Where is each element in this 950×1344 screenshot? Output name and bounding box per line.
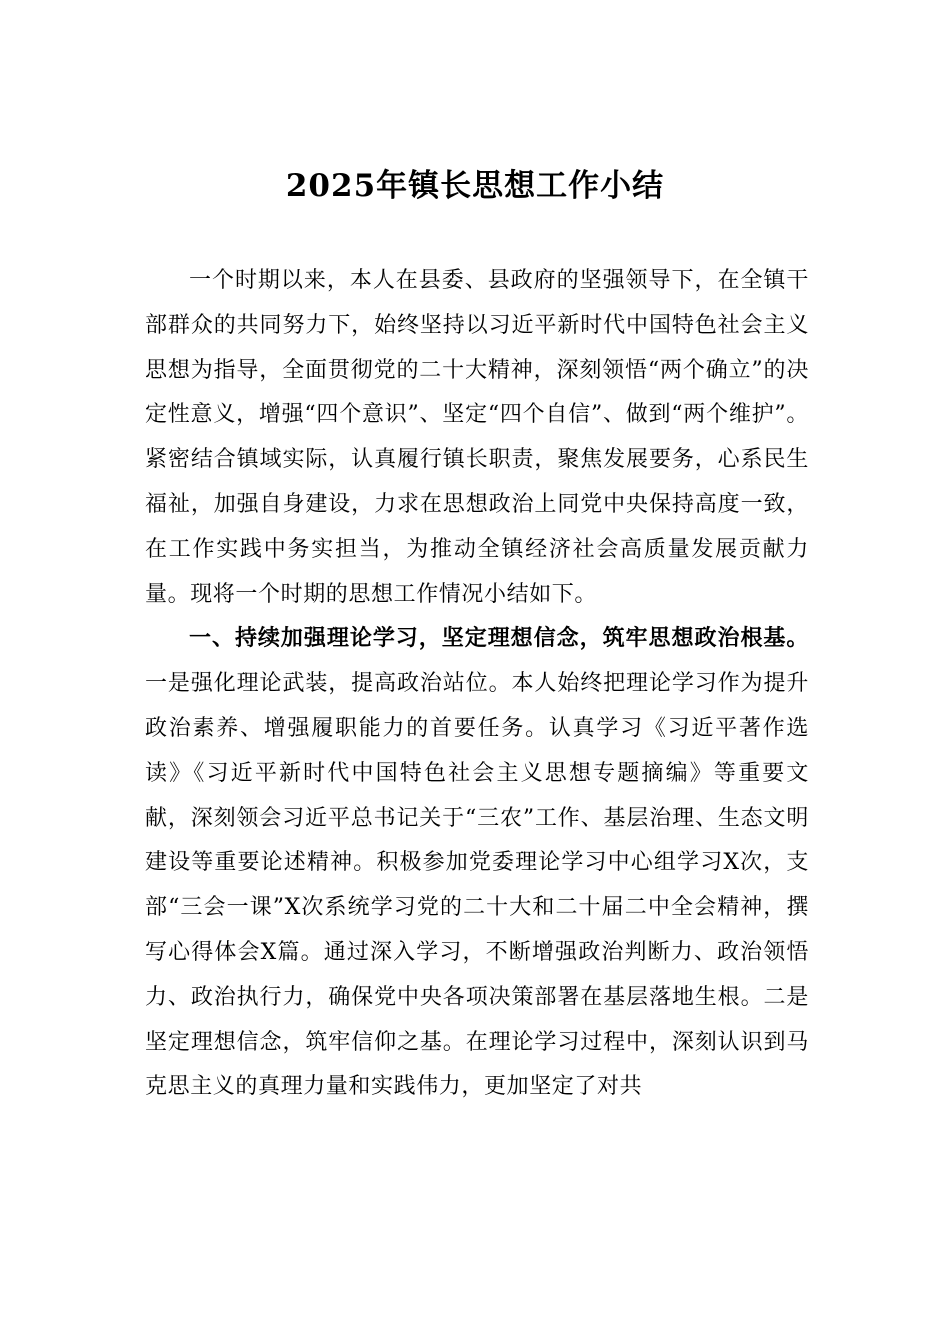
section-1-heading: 一、持续加强理论学习，坚定理想信念，筑牢思想政治根基。 bbox=[189, 626, 809, 652]
intro-paragraph: 一个时期以来，本人在县委、县政府的坚强领导下，在全镇干部群众的共同努力下，始终坚持以习近平新时代中国特色社会主义思想为指导，全面贯彻党的二十大精神，深刻领悟“两个确立”的决定性意义，增强“四个意识”、坚定“四个自信”、做到“两个维护”。紧密结合镇域实际，认真履行镇长职责，聚焦发展要务，心系民生福祉，加强自身建设，力求在思想政治上同党中央保持高度一致，在工作实践中务实担当，为推动全镇经济社会高质量发展贡献力量。现将一个时期的思想工作情况小结如下。 bbox=[145, 268, 809, 607]
document-title: 2025年镇长思想工作小结 bbox=[285, 168, 665, 204]
section-1-body: 一是强化理论武装，提高政治站位。本人始终把理论学习作为提升政治素养、增强履职能力的首要任务。认真学习《习近平著作选读》《习近平新时代中国特色社会主义思想专题摘编》等重要文献，深刻领会习近平总书记关于“三农”工作、基层治理、生态文明建设等重要论述精神。积极参加党委理论学习中心组学习X次，支部“三会一课”X次系统学习党的二十大和二十届二中全会精神，撰写心得体会X篇。通过深入学习，不断增强政治判断力、政治领悟力、政治执行力，确保党中央各项决策部署在基层落地生根。二是坚定理想信念，筑牢信仰之基。在理论学习过程中，深刻认识到马克思主义的真理力量和实践伟力，更加坚定了对共 bbox=[145, 671, 809, 1100]
document-body bbox=[145, 259, 809, 1110]
section-1-paragraph bbox=[145, 617, 809, 1110]
